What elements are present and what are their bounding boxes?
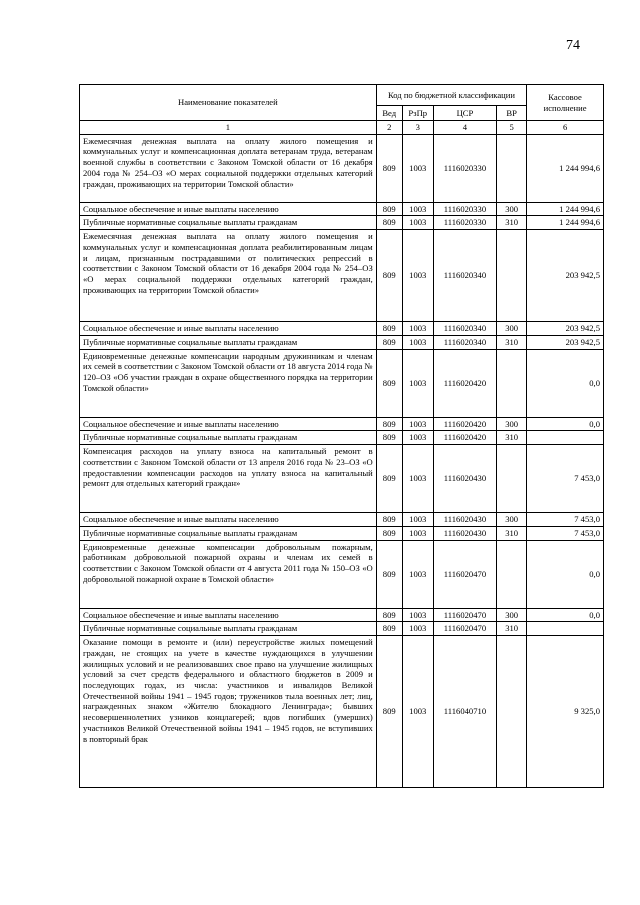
row-vr: 300 [497,513,527,527]
row-vr [497,540,527,608]
row-name: Публичные нормативные социальные выплаты гражданам [80,216,377,230]
row-vr: 300 [497,417,527,431]
header-name: Наименование показателей [80,85,377,121]
row-csr: 1116020470 [433,622,496,636]
row-ved: 809 [376,202,402,216]
row-ved: 809 [376,216,402,230]
table-row [80,431,604,445]
header-csr: ЦСР [433,106,496,121]
row-vr [497,349,527,417]
table-row [80,608,604,622]
row-vr [497,636,527,788]
table-row [80,216,604,230]
row-ved: 809 [376,622,402,636]
row-name: Социальное обеспечение и иные выплаты населению [80,417,377,431]
row-ved: 809 [376,134,402,202]
table-row [80,230,604,322]
row-sum: 1 244 994,6 [527,202,604,216]
row-csr: 1116040710 [433,636,496,788]
row-sum: 7 453,0 [527,445,604,513]
row-sum: 0,0 [527,417,604,431]
row-csr: 1116020330 [433,134,496,202]
page-number: 74 [566,38,580,53]
row-vr: 310 [497,622,527,636]
row-csr: 1116020340 [433,322,496,336]
row-csr: 1116020420 [433,349,496,417]
row-sum: 203 942,5 [527,322,604,336]
table-row [80,202,604,216]
header-sum: Кассовое исполнение [527,85,604,121]
table-row [80,134,604,202]
header-vr: ВР [497,106,527,121]
row-name: Публичные нормативные социальные выплаты гражданам [80,526,377,540]
row-name: Публичные нормативные социальные выплаты гражданам [80,335,377,349]
row-sum: 9 325,0 [527,636,604,788]
row-name: Социальное обеспечение и иные выплаты населению [80,608,377,622]
header-code-group: Код по бюджетной классификации [376,85,526,106]
row-rzpr: 1003 [402,526,433,540]
row-ved: 809 [376,526,402,540]
row-sum [527,431,604,445]
table-row [80,322,604,336]
budget-table [79,84,604,788]
row-vr: 310 [497,335,527,349]
table-row [80,526,604,540]
row-name: Компенсация расходов на уплату взноса на капитальный ремонт в соответствии с Законом Томской области от 13 апреля 2016 года № 23–ОЗ «О предоставлении компенсации расходов на уплату взноса на капитальный ремонт для отдельных категорий граждан» [80,445,377,513]
row-name: Публичные нормативные социальные выплаты гражданам [80,431,377,445]
row-vr [497,445,527,513]
row-csr: 1116020470 [433,608,496,622]
row-ved: 809 [376,322,402,336]
row-csr: 1116020420 [433,431,496,445]
row-vr: 300 [497,608,527,622]
row-sum: 0,0 [527,349,604,417]
row-ved: 809 [376,335,402,349]
row-rzpr: 1003 [402,513,433,527]
header-rzpr: РзПр [402,106,433,121]
row-sum: 1 244 994,6 [527,134,604,202]
table-row [80,417,604,431]
row-rzpr: 1003 [402,216,433,230]
row-csr: 1116020330 [433,202,496,216]
row-vr: 300 [497,202,527,216]
row-sum: 7 453,0 [527,526,604,540]
table-row [80,445,604,513]
row-vr: 310 [497,431,527,445]
row-name: Публичные нормативные социальные выплаты гражданам [80,622,377,636]
row-ved: 809 [376,608,402,622]
row-sum: 203 942,5 [527,335,604,349]
row-sum: 7 453,0 [527,513,604,527]
row-sum: 0,0 [527,540,604,608]
index-cell: 2 [376,121,402,135]
table-row [80,622,604,636]
row-rzpr: 1003 [402,349,433,417]
row-rzpr: 1003 [402,636,433,788]
row-rzpr: 1003 [402,608,433,622]
row-csr: 1116020420 [433,417,496,431]
index-cell: 1 [80,121,377,135]
row-ved: 809 [376,349,402,417]
row-csr: 1116020340 [433,230,496,322]
row-rzpr: 1003 [402,230,433,322]
index-cell: 4 [433,121,496,135]
row-rzpr: 1003 [402,445,433,513]
header-ved: Вед [376,106,402,121]
row-rzpr: 1003 [402,540,433,608]
row-rzpr: 1003 [402,335,433,349]
row-ved: 809 [376,636,402,788]
row-csr: 1116020330 [433,216,496,230]
row-rzpr: 1003 [402,417,433,431]
row-name: Социальное обеспечение и иные выплаты населению [80,202,377,216]
row-name: Ежемесячная денежная выплата на оплату жилого помещения и коммунальных услуг и компенсационная доплата ветеранам труда, ветеранам военной службы в соответствии с Законом Томской области от 16 декабря 2004 года № 254–ОЗ «О мерах социальной поддержки отдельных категорий граждан, проживающих на территории Томской области» [80,134,377,202]
index-cell: 6 [527,121,604,135]
row-ved: 809 [376,230,402,322]
row-vr [497,134,527,202]
row-name: Социальное обеспечение и иные выплаты населению [80,513,377,527]
index-cell: 3 [402,121,433,135]
row-sum: 203 942,5 [527,230,604,322]
table-row [80,513,604,527]
row-rzpr: 1003 [402,622,433,636]
row-ved: 809 [376,417,402,431]
row-csr: 1116020340 [433,335,496,349]
table-row [80,636,604,788]
row-vr [497,230,527,322]
row-name: Единовременные денежные компенсации добровольным пожарным, работникам добровольной пожарной охраны и членам их семей в соответствии с Законом Томской области от 4 августа 2011 года № 150–ОЗ «О добровольной пожарной охране в Томской области» [80,540,377,608]
row-csr: 1116020430 [433,445,496,513]
row-csr: 1116020430 [433,526,496,540]
table-row [80,540,604,608]
row-rzpr: 1003 [402,322,433,336]
index-row [80,121,604,135]
row-name: Социальное обеспечение и иные выплаты населению [80,322,377,336]
row-rzpr: 1003 [402,202,433,216]
row-ved: 809 [376,540,402,608]
table-row [80,349,604,417]
row-sum [527,622,604,636]
row-name: Единовременные денежные компенсации народным дружинникам и членам их семей в соответствии с Законом Томской области от 18 августа 2014 года № 120–ОЗ «Об участии граждан в охране общественного порядка на территории Томской области» [80,349,377,417]
row-vr: 300 [497,322,527,336]
table-row [80,335,604,349]
row-csr: 1116020430 [433,513,496,527]
row-csr: 1116020470 [433,540,496,608]
row-rzpr: 1003 [402,431,433,445]
row-ved: 809 [376,445,402,513]
row-vr: 310 [497,526,527,540]
row-sum: 0,0 [527,608,604,622]
row-name: Ежемесячная денежная выплата на оплату жилого помещения и коммунальных услуг и компенсационная доплата реабилитированным лицам и лицам, признанным пострадавшими от политических репрессий в соответствии с Законом Томской области от 16 декабря 2004 года № 254–ОЗ «О мерах социальной поддержки отдельных категорий граждан, проживающих на территории Томской области» [80,230,377,322]
row-rzpr: 1003 [402,134,433,202]
index-cell: 5 [497,121,527,135]
row-ved: 809 [376,431,402,445]
row-name: Оказание помощи в ремонте и (или) переустройстве жилых помещений граждан, не стоящих на учете в качестве нуждающихся в улучшении жилищных условий и не реализовавших свое право на улучшение жилищных условий за счет средств федерального и областного бюджетов в 2009 и последующих годах, из числа: участников и инвалидов Великой Отечественной войны 1941 – 1945 годов; тружеников тыла военных лет; лиц, награжденных знаком «Жителю блокадного Ленинграда»; бывших несовершеннолетних узников концлагерей; вдов погибших (умерших) участников Великой Отечественной войны 1941 – 1945 годов, не вступивших в повторный брак [80,636,377,788]
row-ved: 809 [376,513,402,527]
row-sum: 1 244 994,6 [527,216,604,230]
row-vr: 310 [497,216,527,230]
